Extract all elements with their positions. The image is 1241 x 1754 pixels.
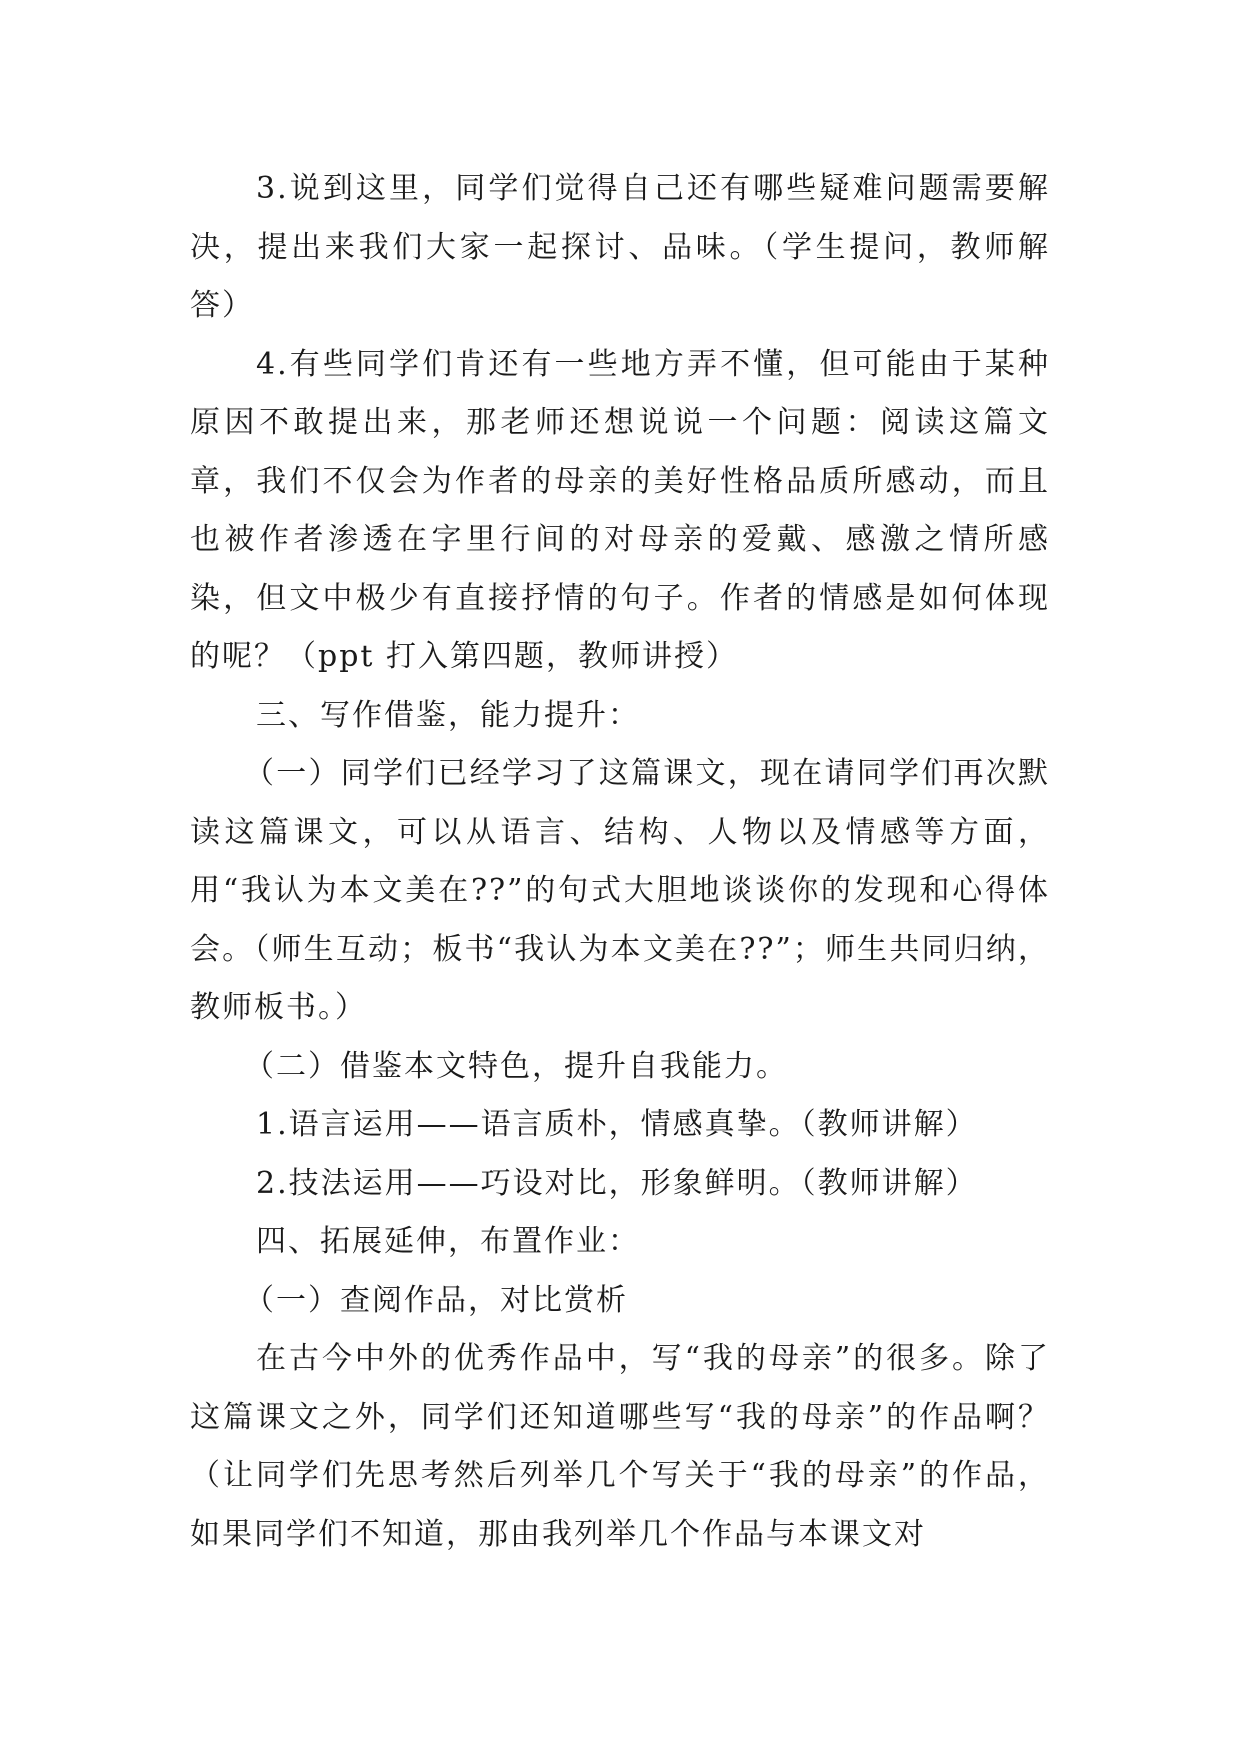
paragraph-works: 在古今中外的优秀作品中，写“我的母亲”的很多。除了这篇课文之外，同学们还知道哪些写“我的母亲”的作品啊？（让同学们先思考然后列举几个写关于“我的母亲”的作品，如果同学们不知道，那由我列举几个作品与本课文对 <box>190 1341 1050 1552</box>
paragraph-question-3: 3.说到这里，同学们觉得自己还有哪些疑难问题需要解决，提出来我们大家一起探讨、品味。（学生提问，教师解答） <box>190 171 1050 323</box>
section-heading-writing: 三、写作借鉴，能力提升： <box>256 697 640 733</box>
paragraph-subsection-1: （一）同学们已经学习了这篇课文，现在请同学们再次默读这篇课文，可以从语言、结构、人物以及情感等方面，用“我认为本文美在??”的句式大胆地谈谈你的发现和心得体会。（师生互动；板书“我认为本文美在??”；师生共同归纳，教师板书。） <box>190 756 1050 1025</box>
document-body <box>190 160 1050 1564</box>
paragraph-question-4: 4.有些同学们肯还有一些地方弄不懂，但可能由于某种原因不敢提出来，那老师还想说说一个问题：阅读这篇文章，我们不仅会为作者的母亲的美好性格品质所感动，而且也被作者渗透在字里行间的对母亲的爱戴、感激之情所感染，但文中极少有直接抒情的句子。作者的情感是如何体现的呢？（ppt 打入第四题，教师讲授） <box>190 346 1050 674</box>
paragraph-subsection-2: （二）借鉴本文特色，提升自我能力。 <box>244 1048 788 1084</box>
list-item-language: 1.语言运用——语言质朴，情感真挚。（教师讲解） <box>256 1107 978 1142</box>
section-heading-extension: 四、拓展延伸，布置作业： <box>256 1224 640 1259</box>
list-item-technique: 2.技法运用——巧设对比，形象鲜明。（教师讲解） <box>256 1165 978 1201</box>
paragraph-subsection-review: （一）查阅作品，对比赏析 <box>244 1282 628 1318</box>
